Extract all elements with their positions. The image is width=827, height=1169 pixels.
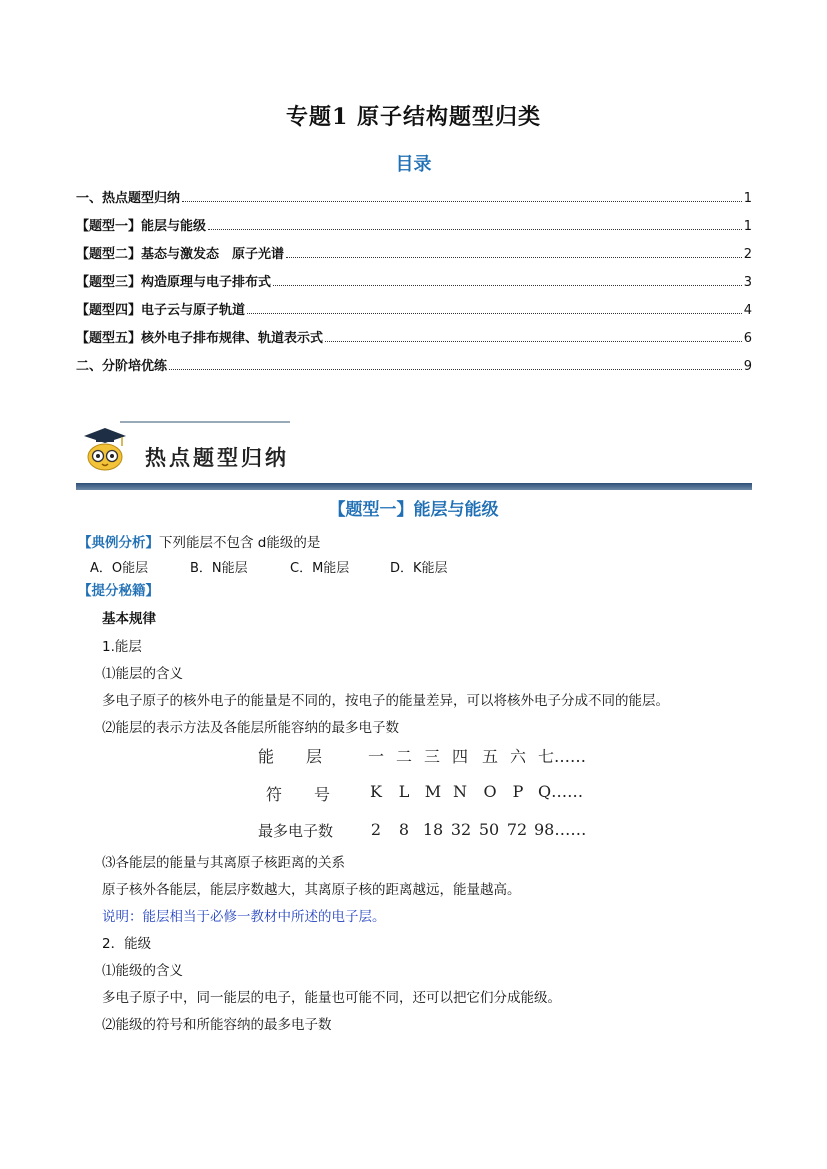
example-question: 下列能层不包含 d能级的是 (159, 535, 321, 551)
table-cell: 32 (450, 820, 472, 839)
table-row-label: 最多电子数 (258, 822, 334, 840)
example-line (78, 531, 320, 551)
toc-entry[interactable] (76, 214, 752, 234)
toc-entry[interactable] (76, 242, 752, 262)
s1-p2-heading: ⑵能层的表示方法及各能层所能容纳的最多电子数 (102, 720, 399, 736)
toc-entry-label: 【题型五】核外电子排布规律、轨道表示式 (76, 331, 324, 346)
s1-heading: 1.能层 (102, 639, 142, 655)
toc-entry-label: 【题型三】构造原理与电子排布式 (76, 275, 272, 290)
s1-p1-heading: ⑴能层的含义 (102, 666, 183, 682)
toc-entry[interactable] (76, 270, 752, 290)
toc-entry[interactable] (76, 326, 752, 346)
toc-leader-dots (273, 285, 742, 286)
table-cell: 18 (422, 820, 444, 839)
example-tag: 【典例分析】 (78, 535, 159, 551)
option-d[interactable]: D．K能层 (390, 561, 448, 576)
toc-entry-page: 1 (743, 191, 752, 206)
toc-leader-dots (286, 257, 742, 258)
toc-leader-dots (247, 313, 742, 314)
toc-entry-page: 4 (743, 303, 752, 318)
table-cell: 72 (506, 820, 528, 839)
banner-title: 热点题型归纳 (145, 445, 289, 470)
table-cell: M (424, 782, 442, 801)
graduate-owl-icon (82, 426, 128, 472)
page-title: 专题1 原子结构题型归类 (286, 104, 541, 130)
banner-top-line (120, 421, 290, 423)
toc-leader-dots (182, 201, 742, 202)
s2-p1-heading: ⑴能级的含义 (102, 963, 183, 979)
table-cell: 四 (451, 747, 468, 766)
table-cell: 六 (509, 747, 526, 766)
toc-entry[interactable] (76, 354, 752, 374)
option-a[interactable]: A．O能层 (90, 561, 149, 576)
toc-entry-label: 【题型四】电子云与原子轨道 (76, 303, 246, 318)
toc-entry-page: 6 (743, 331, 752, 346)
table-cell: Q…… (538, 782, 584, 801)
toc-entry-label: 二、分阶培优练 (76, 359, 168, 374)
banner-bar (76, 483, 752, 490)
note-text: 说明：能层相当于必修一教材中所述的电子层。 (102, 909, 386, 925)
rules-heading: 基本规律 (102, 611, 156, 627)
section-title: 【题型一】能层与能级 (328, 500, 499, 520)
table-row-label: 能 层 (258, 747, 323, 766)
toc-heading: 目录 (395, 154, 432, 175)
table-row-label: 符 号 (266, 785, 331, 804)
table-cell: 98…… (534, 820, 587, 839)
table-cell: 一 (367, 747, 384, 766)
table-cell: K (370, 782, 382, 801)
s2-p1-text: 多电子原子中，同一能层的电子，能量也可能不同，还可以把它们分成能级。 (102, 990, 561, 1006)
s1-p3-heading: ⑶各能层的能量与其离原子核距离的关系 (102, 855, 345, 871)
toc-entry-label: 一、热点题型归纳 (76, 191, 181, 206)
s2-heading: 2．能级 (102, 936, 152, 952)
table-cell: L (398, 782, 410, 801)
toc-entry-page: 2 (743, 247, 752, 262)
tips-tag: 【提分秘籍】 (78, 583, 159, 599)
option-b[interactable]: B．N能层 (190, 561, 248, 576)
toc-entry[interactable] (76, 298, 752, 318)
table-cell: 三 (423, 747, 440, 766)
table-cell: 二 (395, 747, 412, 766)
table-cell: 2 (370, 820, 382, 839)
table-cell: P (512, 782, 524, 801)
toc-leader-dots (169, 369, 742, 370)
option-c[interactable]: C．M能层 (290, 561, 350, 576)
s2-p2-heading: ⑵能级的符号和所能容纳的最多电子数 (102, 1017, 332, 1033)
table-cell: 七…… (538, 747, 587, 766)
toc-leader-dots (325, 341, 742, 342)
s1-p3-text: 原子核外各能层，能层序数越大，其离原子核的距离越远，能量越高。 (102, 882, 521, 898)
table-cell: O (483, 782, 497, 801)
toc-entry-page: 3 (743, 275, 752, 290)
table-cell: 8 (398, 820, 410, 839)
table-cell: 50 (478, 820, 500, 839)
toc-entry[interactable] (76, 186, 752, 206)
s1-p1-text: 多电子原子的核外电子的能量是不同的，按电子的能量差异，可以将核外电子分成不同的能层。 (102, 693, 669, 709)
table-cell: 五 (481, 747, 498, 766)
toc-entry-label: 【题型二】基态与激发态 原子光谱 (76, 247, 285, 262)
toc-leader-dots (208, 229, 742, 230)
table-cell: N (453, 782, 467, 801)
toc-entry-label: 【题型一】能层与能级 (76, 219, 207, 234)
toc-entry-page: 9 (743, 359, 752, 374)
toc-entry-page: 1 (743, 219, 752, 234)
